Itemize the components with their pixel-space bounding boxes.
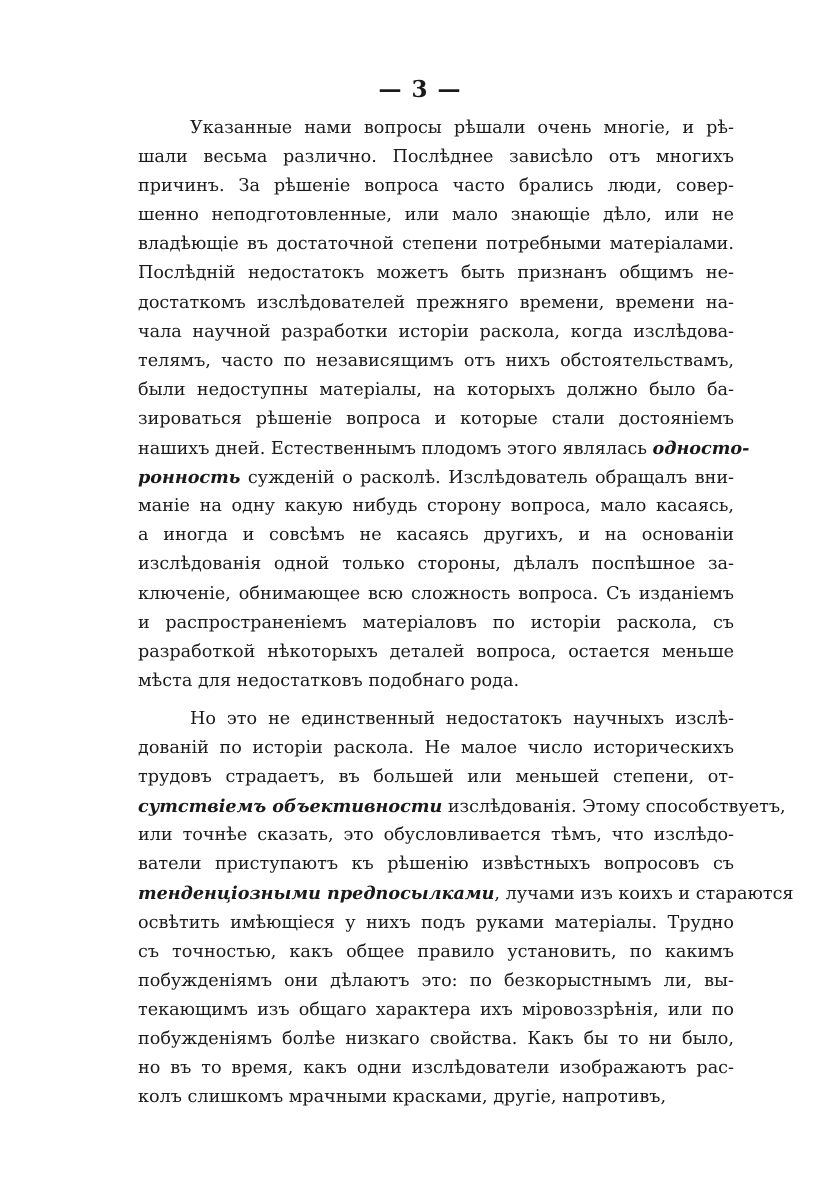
text-line: владѣющіе въ достаточной степени потребными матеріалами. bbox=[138, 234, 734, 255]
text-line: Указанные нами вопросы рѣшали очень многіе, и рѣ- bbox=[190, 118, 734, 138]
emphasized-text: сутствіемъ объективности bbox=[138, 796, 443, 818]
text-line: но въ то время, какъ одни изслѣдователи изображаютъ рас- bbox=[138, 1058, 734, 1078]
paragraph bbox=[138, 705, 794, 1112]
emphasized-text: тенденціозными предпосылками bbox=[138, 883, 495, 905]
text-line: и распространеніемъ матеріаловъ по исторіи раскола, съ bbox=[138, 612, 734, 633]
text-line: причинъ. За рѣшеніе вопроса часто брались люди, совер- bbox=[138, 176, 734, 197]
page-number: — 3 — bbox=[378, 76, 462, 103]
text-line: маніе на одну какую нибудь сторону вопроса, мало касаясь, bbox=[138, 496, 734, 517]
text-line: побужденіямъ они дѣлаютъ это: по безкорыстнымъ ли, вы- bbox=[138, 970, 734, 991]
text-line: или точнѣе сказать, это обусловливается тѣмъ, что изслѣдо- bbox=[138, 825, 734, 846]
text-line: мѣста для недостатковъ подобнаго рода. bbox=[138, 670, 520, 691]
text-line: зироваться рѣшеніе вопроса и которые стали достояніемъ bbox=[138, 408, 734, 429]
text-line: дованій по исторіи раскола. Не малое число историческихъ bbox=[138, 737, 734, 758]
text-line: ключеніе, обнимающее всю сложность вопроса. Съ изданіемъ bbox=[138, 583, 734, 604]
text-line: нашихъ дней. Естественнымъ плодомъ этого являлась односто- bbox=[138, 438, 750, 460]
text-line: разработкой нѣкоторыхъ деталей вопроса, остается меньше bbox=[138, 641, 734, 662]
text-line: Но это не единственный недостатокъ научныхъ изслѣ- bbox=[190, 708, 734, 729]
text-line: колъ слишкомъ мрачными красками, другіе, напротивъ, bbox=[138, 1087, 667, 1108]
emphasized-text: ронность bbox=[138, 467, 241, 489]
text-line: шенно неподготовленные, или мало знающіе дѣло, или не bbox=[138, 205, 734, 226]
text-line: сутствіемъ объективности изслѣдованія. Этому способствуетъ, bbox=[138, 796, 786, 818]
text-line: ватели приступаютъ къ рѣшенію извѣстныхъ вопросовъ съ bbox=[138, 854, 734, 875]
text-line: изслѣдованія одной только стороны, дѣлалъ поспѣшное за- bbox=[138, 554, 734, 575]
text-line: тенденціозными предпосылками, лучами изъ коихъ и стараются bbox=[138, 883, 794, 905]
text-line: а иногда и совсѣмъ не касаясь другихъ, и на основаніи bbox=[138, 525, 734, 546]
text-line: телямъ, часто по независящимъ отъ нихъ обстоятельствамъ, bbox=[138, 350, 734, 371]
text-line: Послѣдній недостатокъ можетъ быть признанъ общимъ не- bbox=[138, 263, 734, 284]
paragraph bbox=[138, 114, 750, 696]
text-line: побужденіямъ болѣе низкаго свойства. Какъ бы то ни было, bbox=[138, 1028, 734, 1049]
text-line: ронность сужденій о расколѣ. Изслѣдователь обращалъ вни- bbox=[138, 467, 734, 489]
text-line: съ точностью, какъ общее правило установить, по какимъ bbox=[138, 941, 734, 962]
text-line: освѣтить имѣющіеся у нихъ подъ руками матеріалы. Трудно bbox=[138, 912, 734, 933]
text-line: шали весьма различно. Послѣднее зависѣло отъ многихъ bbox=[138, 147, 734, 168]
text-line: текающимъ изъ общаго характера ихъ міровоззрѣнія, или по bbox=[138, 999, 734, 1020]
body-text bbox=[138, 114, 794, 1112]
text-line: трудовъ страдаетъ, въ большей или меньшей степени, от- bbox=[138, 767, 734, 788]
paragraph-gap bbox=[138, 696, 734, 705]
text-line: достаткомъ изслѣдователей прежняго времени, времени на- bbox=[138, 292, 734, 313]
emphasized-text: односто- bbox=[652, 438, 750, 460]
text-line: чала научной разработки исторіи раскола, когда изслѣдова- bbox=[138, 321, 734, 342]
text-line: были недоступны матеріалы, на которыхъ должно было ба- bbox=[138, 379, 734, 400]
